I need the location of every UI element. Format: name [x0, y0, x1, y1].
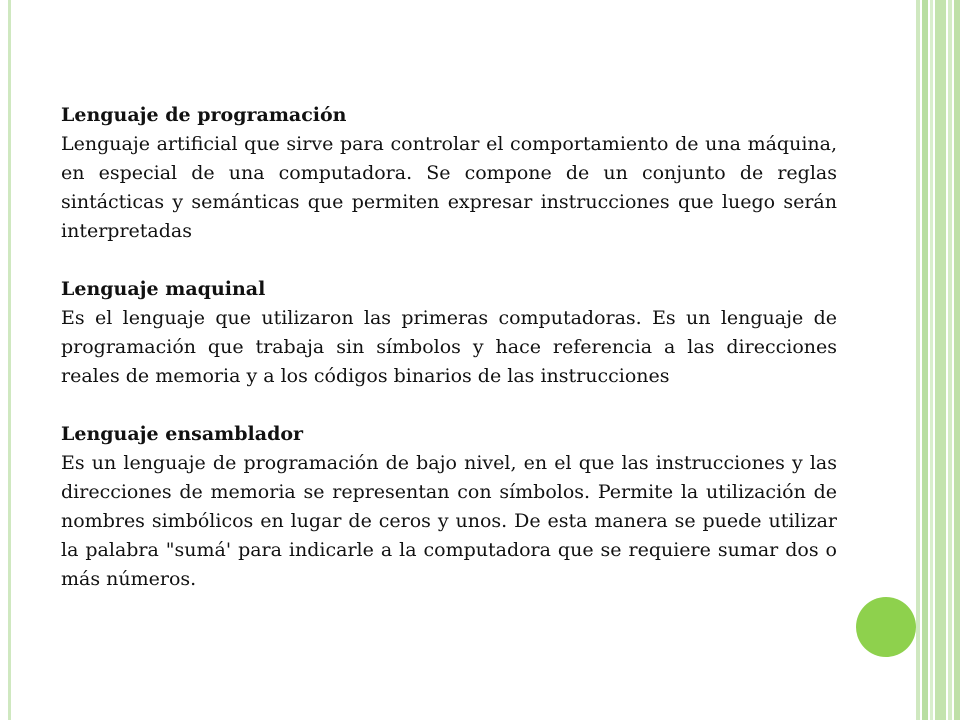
section-lenguaje-maquinal	[61, 275, 837, 391]
section-heading: Lenguaje ensamblador	[61, 423, 304, 445]
stripe	[954, 0, 960, 720]
stripe	[930, 0, 933, 720]
section-lenguaje-programacion	[61, 101, 837, 246]
section-heading: Lenguaje de programación	[61, 104, 347, 126]
stripe	[948, 0, 952, 720]
slide-content	[61, 101, 837, 623]
section-body: Es el lenguaje que utilizaron las primeras computadoras. Es un lenguaje de programación que trabaja sin símbolos y hace referencia a las direcciones reales de memoria y a los códigos binarios de las instrucciones	[61, 307, 837, 387]
accent-circle-icon	[856, 597, 916, 657]
section-body: Es un lenguaje de programación de bajo nivel, en el que las instrucciones y las direcciones de memoria se representan con símbolos. Permite la utilización de nombres simbólicos en lugar de ceros y unos. De esta manera se puede utilizar la palabra "sumá' para indicarle a la computadora que se requiere sumar dos o más números.	[61, 452, 837, 590]
section-heading: Lenguaje maquinal	[61, 278, 266, 300]
stripe	[916, 0, 920, 720]
stripe	[922, 0, 928, 720]
section-lenguaje-ensamblador	[61, 420, 837, 594]
section-body: Lenguaje artificial que sirve para controlar el comportamiento de una máquina, en especial de una computadora. Se compone de un conjunto de reglas sintácticas y semánticas que permiten expresar instrucciones que luego serán interpretadas	[61, 133, 837, 242]
stripe	[935, 0, 946, 720]
slide-left-border	[8, 0, 11, 720]
